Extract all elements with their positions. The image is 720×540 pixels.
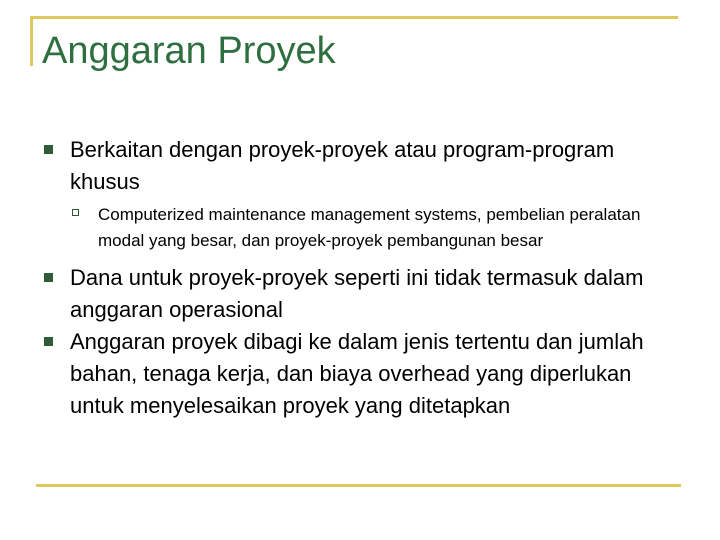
bullet-item <box>44 326 680 422</box>
slide-title: Anggaran Proyek <box>42 30 336 72</box>
bullet-line <box>44 262 680 326</box>
frame-left-line <box>30 16 33 66</box>
bullet-item <box>44 262 680 326</box>
bullet-list <box>44 134 680 422</box>
square-bullet-icon <box>44 273 53 282</box>
square-bullet-icon <box>44 337 53 346</box>
frame-bottom-line <box>36 484 681 487</box>
bullet-line <box>44 326 680 422</box>
bullet-line <box>44 134 680 198</box>
frame-top-line <box>30 16 678 19</box>
hollow-square-bullet-icon <box>72 209 79 216</box>
bullet-item <box>44 134 680 254</box>
sub-bullet-text: Computerized maintenance management systems, pembelian peralatan modal yang besar, dan proyek-proyek pembangunan besar <box>98 205 641 250</box>
bullet-text: Anggaran proyek dibagi ke dalam jenis tertentu dan jumlah bahan, tenaga kerja, dan biaya overhead yang diperlukan untuk menyelesaikan proyek yang ditetapkan <box>70 329 644 418</box>
bullet-text: Dana untuk proyek-proyek seperti ini tidak termasuk dalam anggaran operasional <box>70 265 644 322</box>
square-bullet-icon <box>44 145 53 154</box>
bullet-text: Berkaitan dengan proyek-proyek atau program-program khusus <box>70 137 615 194</box>
sub-bullet-line <box>72 202 680 254</box>
